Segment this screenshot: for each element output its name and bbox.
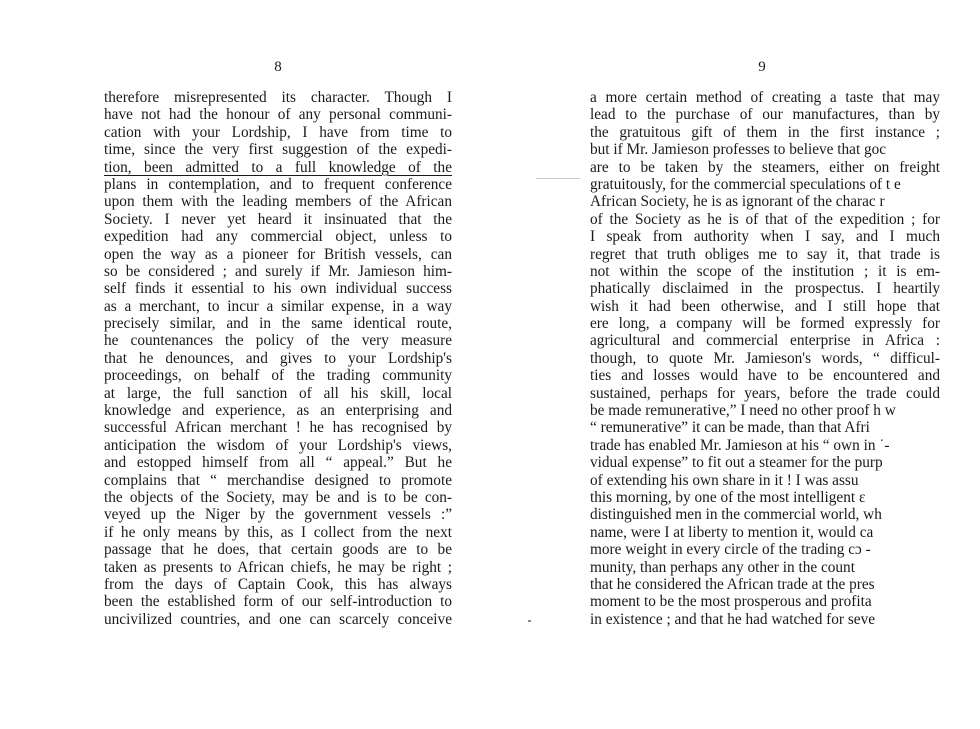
text-line: though, to quote Mr. Jamieson's words, “ difficul- xyxy=(590,349,940,367)
text-line: sustained, perhaps for years, before the trade could xyxy=(590,384,940,402)
right-page-text xyxy=(590,89,940,628)
text-line: but if Mr. Jamieson professes to believe that goc xyxy=(590,141,887,159)
text-line: successful African merchant ! he has recognised by xyxy=(104,419,452,437)
text-line: of extending his own share in it ! I was assu xyxy=(590,471,859,489)
text-line: time, since the very first suggestion of the expedi- xyxy=(104,141,452,159)
text-line: more weight in every circle of the trading cɔ - xyxy=(590,541,871,559)
text-line: that he considered the African trade at the pres xyxy=(590,575,875,593)
text-line: African Society, he is as ignorant of the charac r xyxy=(590,193,885,211)
text-line: vidual expense” to fit out a steamer for the purp xyxy=(590,454,883,472)
text-line: be made remunerative,” I need no other proof h w xyxy=(590,402,896,420)
page-number-left: 8 xyxy=(274,59,282,75)
left-page-text xyxy=(104,89,452,628)
text-line: uncivilized countries, and one can scarcely conceive xyxy=(104,610,452,628)
text-line: ere long, a company will be formed expressly for xyxy=(590,315,940,333)
text-line: expedition had any commercial object, unless to xyxy=(104,228,452,246)
text-line: agricultural and commercial enterprise in Africa : xyxy=(590,332,940,350)
text-line: veyed up the Niger by the government vessels :” xyxy=(104,506,452,524)
text-line: not within the scope of the institution ; it is em- xyxy=(590,262,940,280)
text-line: precisely similar, and in the same identical route, xyxy=(104,315,452,333)
text-line: therefore misrepresented its character. Though I xyxy=(104,89,452,106)
text-line: I speak from authority when I say, and I much xyxy=(590,228,940,246)
text-line: in existence ; and that he had watched for seve xyxy=(590,610,876,628)
text-line: taken as presents to African chiefs, he may be right ; xyxy=(104,558,452,576)
text-line: at large, the full sanction of all his skill, local xyxy=(104,384,452,402)
text-line: gratuitously, for the commercial speculations of t e xyxy=(590,175,901,193)
text-line: moment to be the most prosperous and profita xyxy=(590,593,872,611)
text-line: self finds it essential to his own individual success xyxy=(104,280,452,298)
text-line: distinguished men in the commercial world, wh xyxy=(590,506,882,524)
text-line: trade has enabled Mr. Jamieson at his “ own in ˙- xyxy=(590,436,890,454)
text-line: regret that truth obliges me to say it, that trade is xyxy=(590,245,940,263)
text-line: that he denounces, and gives to your Lordship's xyxy=(104,349,452,367)
text-line: cation with your Lordship, I have from time to xyxy=(104,123,452,141)
text-line: phatically disclaimed in the prospectus. I heartily xyxy=(590,280,940,298)
text-line: the gratuitous gift of them in the first instance ; xyxy=(590,123,940,141)
text-line: complains that “ merchandise designed to promote xyxy=(104,471,452,489)
text-line: ties and losses would have to be encountered and xyxy=(590,367,940,385)
text-line: so be considered ; and surely if Mr. Jamieson him- xyxy=(104,262,452,280)
text-line: he countenances the policy of the very measure xyxy=(104,332,452,350)
text-line: “ remunerative” it can be made, than that Afri xyxy=(590,419,870,437)
text-line: anticipation the wisdom of your Lordship's views, xyxy=(104,436,452,454)
text-line: proceedings, on behalf of the trading community xyxy=(104,367,452,385)
paper-speck xyxy=(528,620,531,622)
text-line: tion, been admitted to a full knowledge of the xyxy=(104,158,452,176)
text-line: passage that he does, that certain goods are to be xyxy=(104,541,452,559)
text-line: of the Society as he is of that of the expedition ; for xyxy=(590,210,940,228)
text-line: from the days of Captain Cook, this has always xyxy=(104,575,452,593)
text-line: a more certain method of creating a taste that may xyxy=(590,89,940,106)
gutter-rule xyxy=(536,178,580,179)
text-line: lead to the purchase of our manufactures, than by xyxy=(590,106,940,124)
text-line: open the way as a pioneer for British vessels, can xyxy=(104,245,452,263)
text-line: if he only means by this, as I collect from the next xyxy=(104,523,452,541)
text-line: Society. I never yet heard it insinuated that the xyxy=(104,210,452,228)
text-line: this morning, by one of the most intelligent ɛ xyxy=(590,488,866,506)
text-line: name, were I at liberty to mention it, would ca xyxy=(590,523,874,541)
text-line: munity, than perhaps any other in the count xyxy=(590,558,855,576)
text-line: and estopped himself from all “ appeal.” But he xyxy=(104,454,452,472)
text-line: upon them with the leading members of the African xyxy=(104,193,452,211)
text-line: been the established form of our self-introduction to xyxy=(104,593,452,611)
text-line: have not had the honour of any personal communi- xyxy=(104,106,452,124)
text-line: as a merchant, to incur a similar expense, in a way xyxy=(104,297,452,315)
page-number-right: 9 xyxy=(758,59,766,75)
text-line: the objects of the Society, may be and is to be con- xyxy=(104,488,452,506)
text-line: plans in contemplation, and to frequent conference xyxy=(104,175,452,193)
text-line: wish it had been otherwise, and I still hope that xyxy=(590,297,940,315)
text-line: knowledge and experience, as an enterprising and xyxy=(104,402,452,420)
text-line: are to be taken by the steamers, either on freight xyxy=(590,158,940,176)
